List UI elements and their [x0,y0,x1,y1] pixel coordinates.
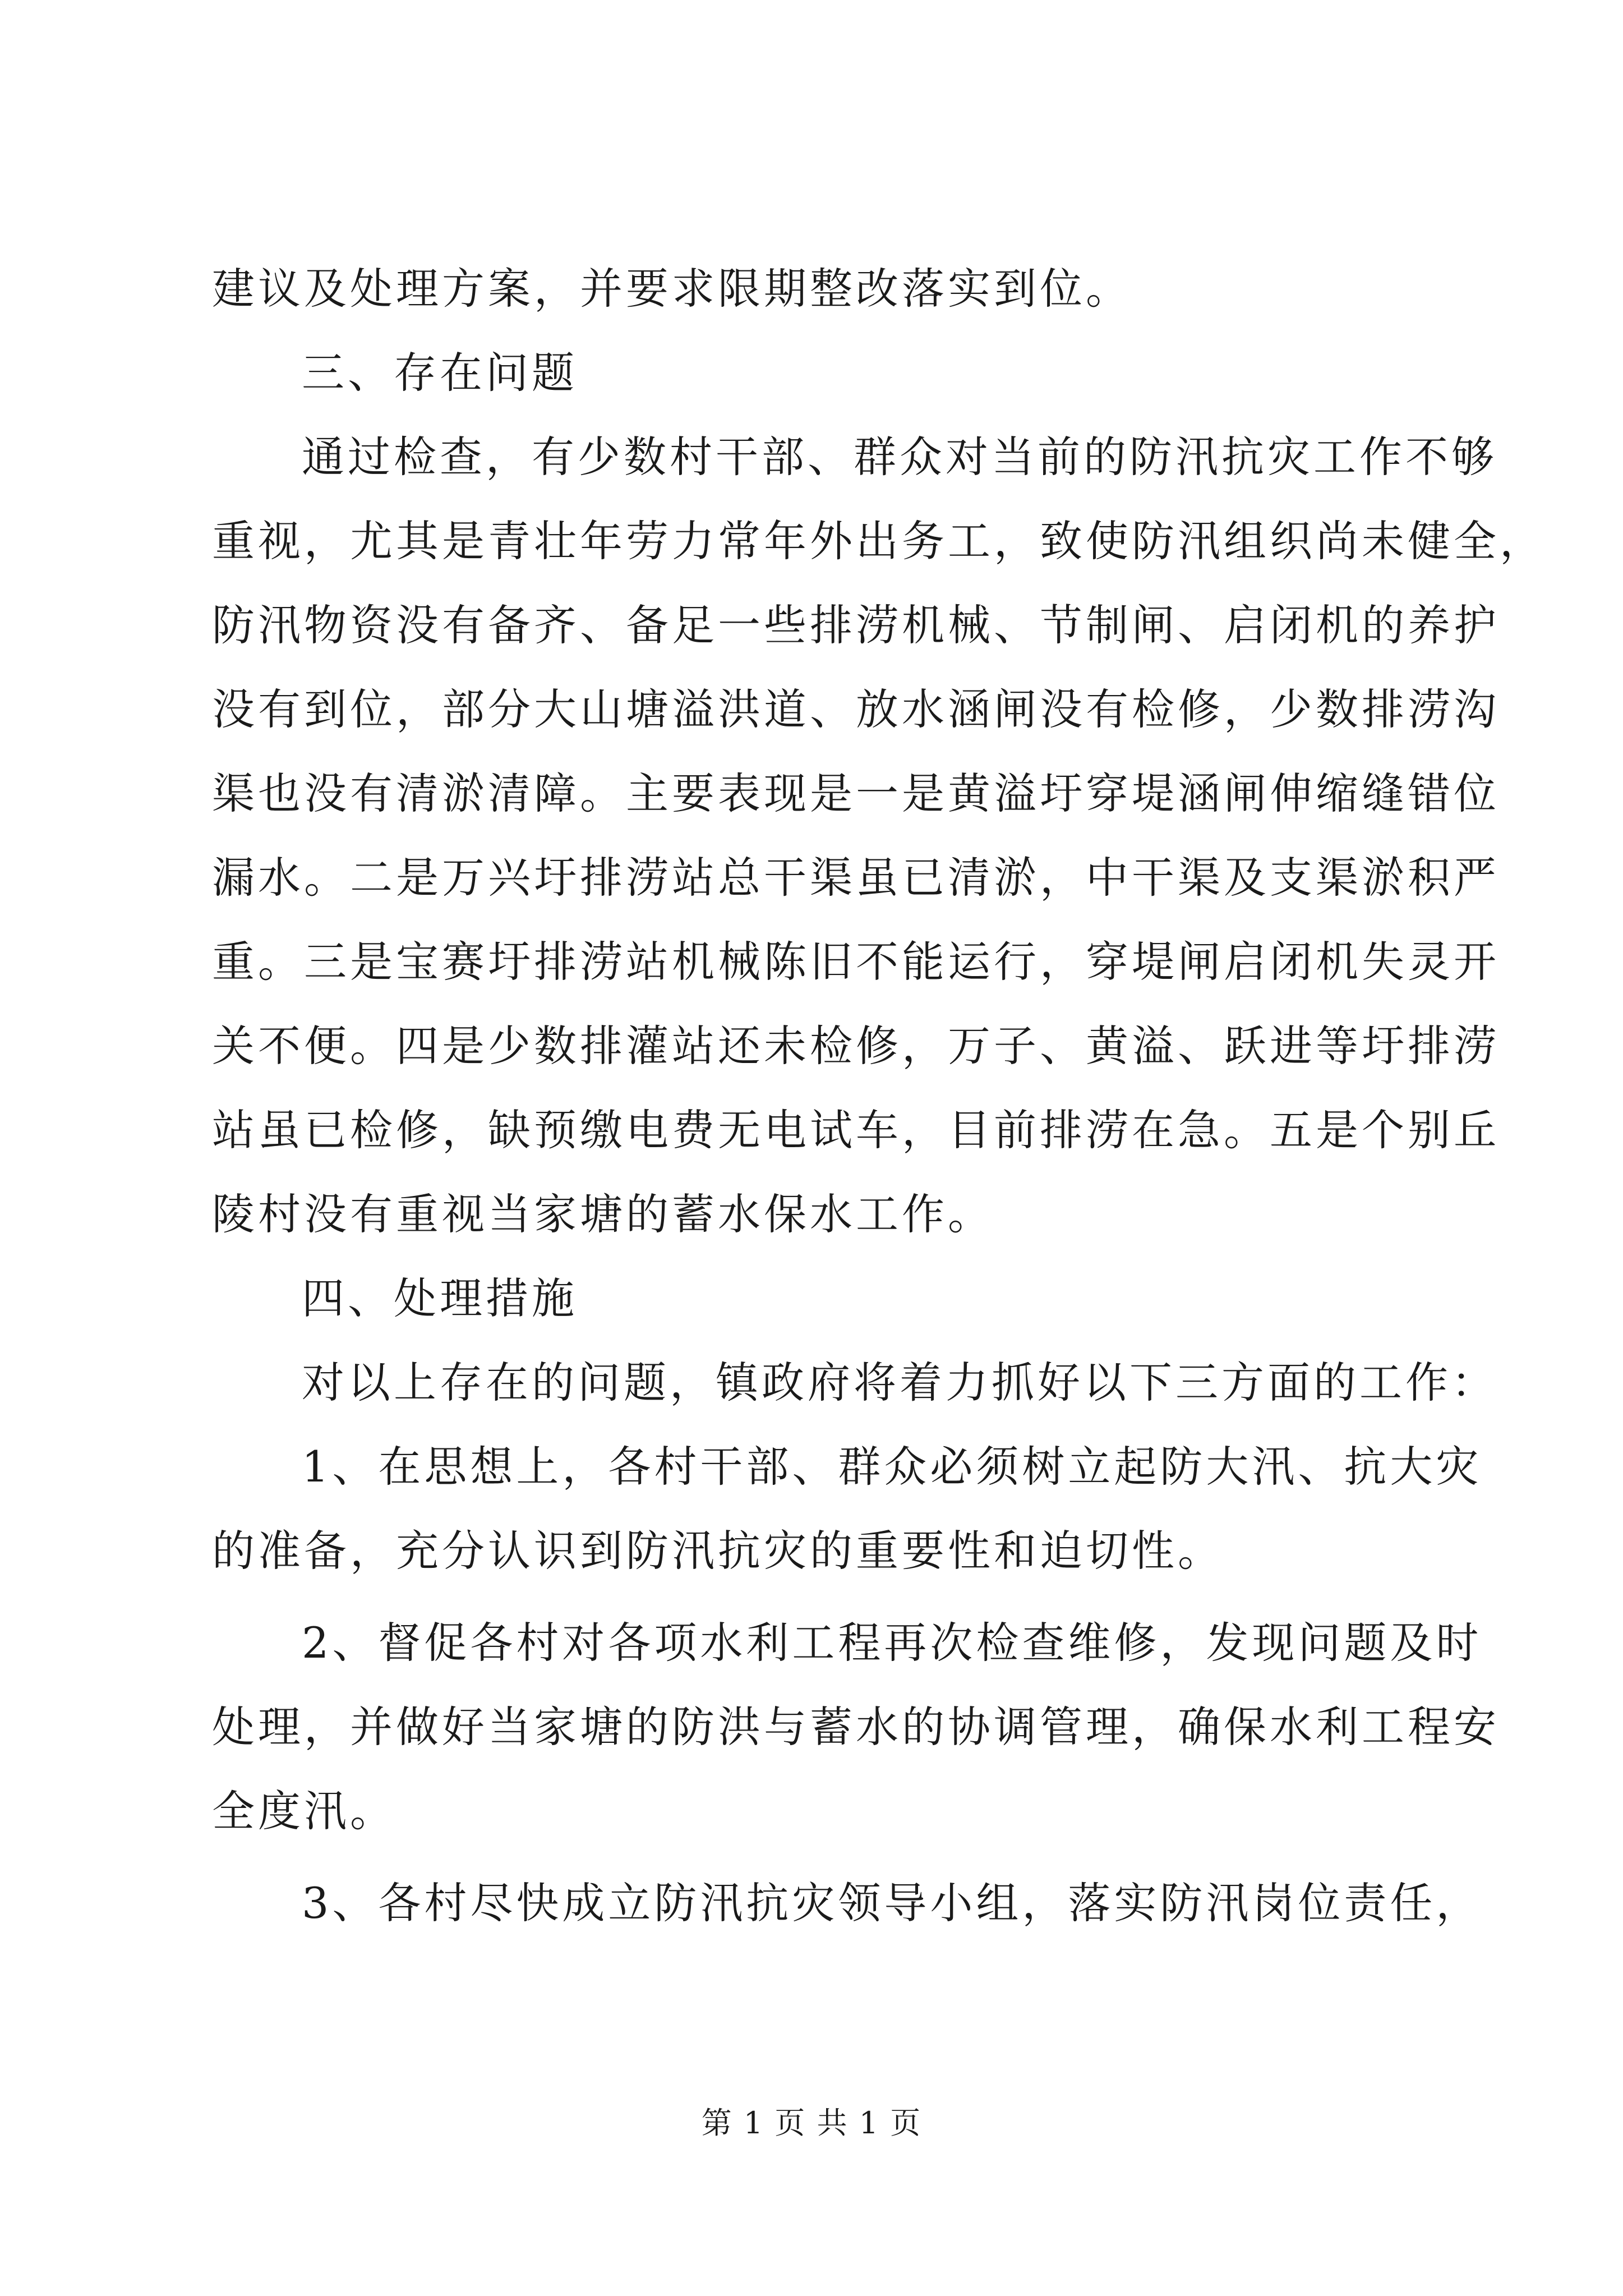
list-item-line: 处理，并做好当家塘的防洪与蓄水的协调管理，确保水利工程安 [212,1702,1500,1752]
paragraph-line: 对以上存在的问题，镇政府将着力抓好以下三方面的工作： [302,1358,1497,1407]
paragraph-line: 关不便。四是少数排灌站还未检修，万子、黄溢、跃进等圩排涝 [212,1021,1500,1071]
list-item-line: 的准备，充分认识到防汛抗灾的重要性和迫切性。 [212,1526,1224,1576]
document-body [212,247,1546,1945]
paragraph-line: 通过检查，有少数村干部、群众对当前的防汛抗灾工作不够 [302,432,1497,482]
paragraph-line: 站虽已检修，缺预缴电费无电试车，目前排涝在急。五是个别丘 [212,1105,1500,1155]
page-number-footer: 第 1 页 共 1 页 [701,2105,922,2141]
paragraph-line: 防汛物资没有备齐、备足一些排涝机械、节制闸、启闭机的养护 [212,600,1500,650]
list-item-line: 2、督促各村对各项水利工程再次检查维修，发现问题及时 [302,1618,1482,1668]
section-heading-measures: 四、处理措施 [302,1273,578,1323]
list-item-line: 全度汛。 [212,1786,396,1836]
paragraph-line: 重视，尤其是青壮年劳力常年外出务工，致使防汛组织尚未健全， [212,516,1546,566]
paragraph-line: 重。三是宝赛圩排涝站机械陈旧不能运行，穿堤闸启闭机失灵开 [212,937,1500,987]
paragraph-spacer [212,1853,1412,1861]
paragraph-line: 漏水。二是万兴圩排涝站总干渠虽已清淤，中干渠及支渠淤积严 [212,853,1500,903]
paragraph-line: 陵村没有重视当家塘的蓄水保水工作。 [212,1189,994,1239]
paragraph-line: 建议及处理方案，并要求限期整改落实到位。 [212,264,1132,314]
section-heading-problems: 三、存在问题 [302,348,578,398]
list-item-line: 1、在思想上，各村干部、群众必须树立起防大汛、抗大灾 [302,1442,1482,1492]
list-item-line: 3、各村尽快成立防汛抗灾领导小组，落实防汛岗位责任， [302,1878,1482,1928]
paragraph-line: 没有到位，部分大山塘溢洪道、放水涵闸没有检修，少数排涝沟 [212,684,1500,734]
paragraph-spacer [212,1593,1412,1601]
paragraph-line: 渠也没有清淤清障。主要表现是一是黄溢圩穿堤涵闸伸缩缝错位 [212,769,1500,818]
